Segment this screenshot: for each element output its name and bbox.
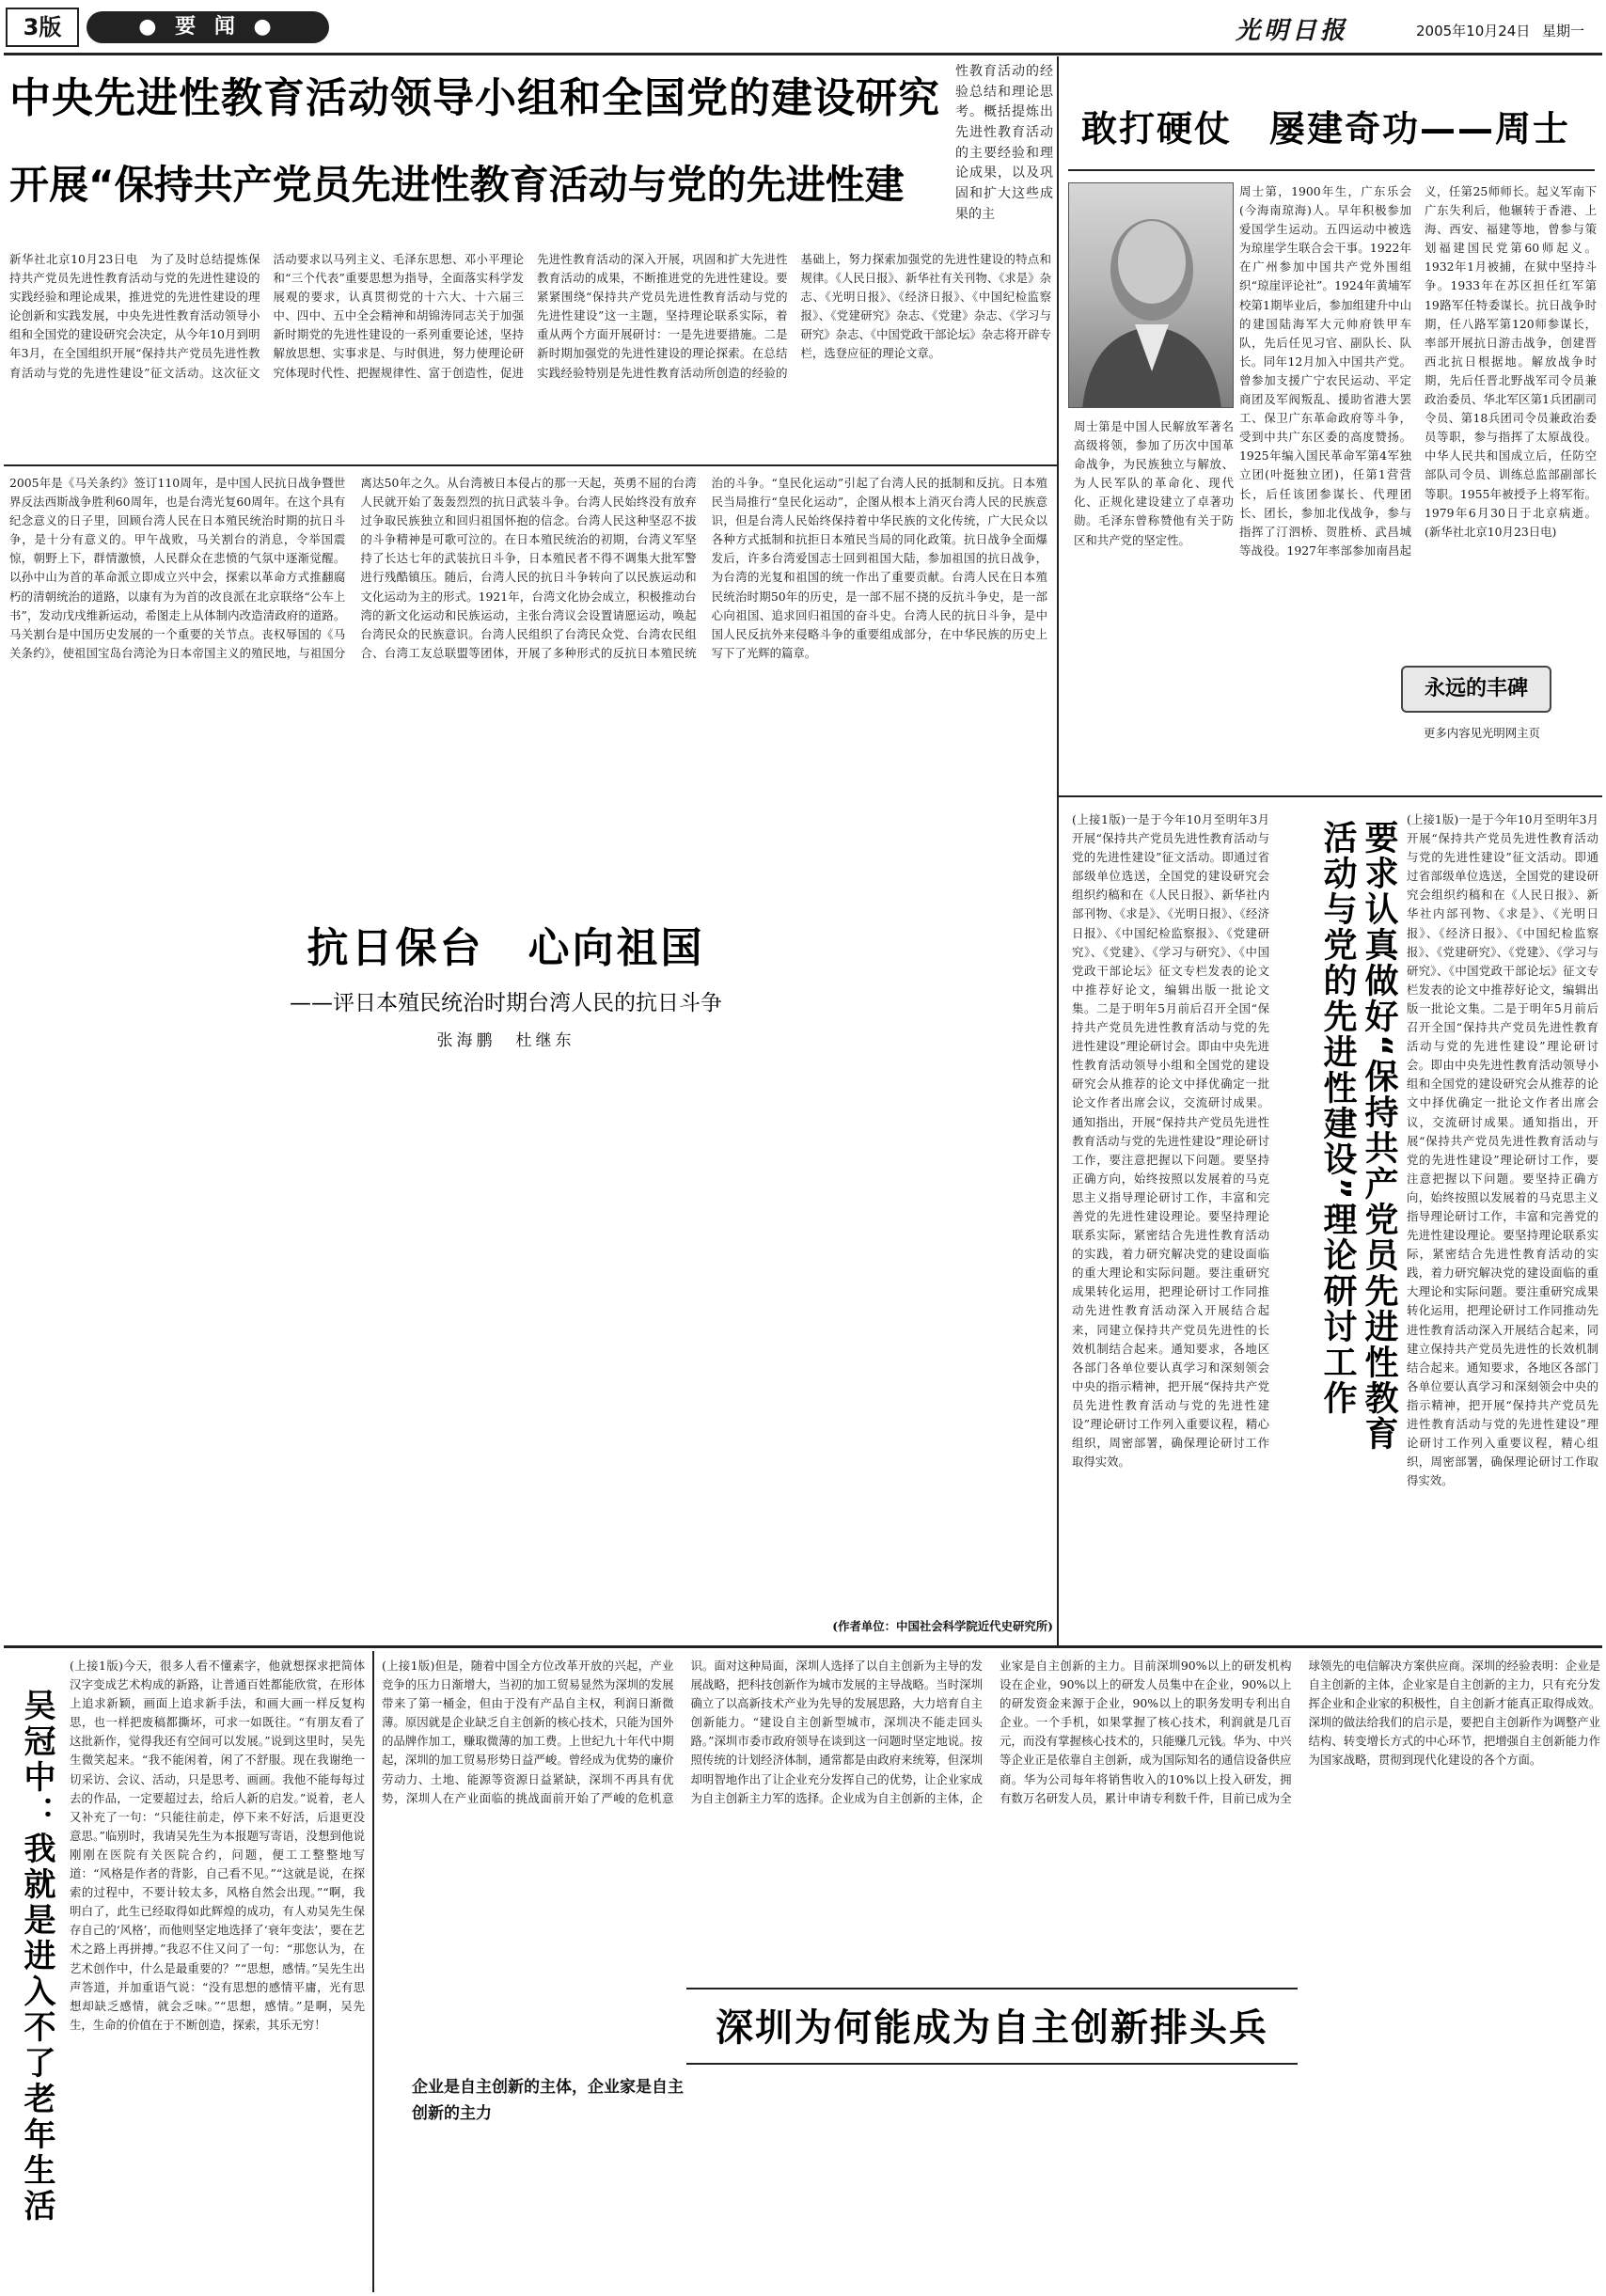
taiwan-footer: (作者单位：中国社会科学院近代史研究所) (832, 1619, 1053, 1633)
masthead-rule (4, 53, 1602, 55)
bottom-section-rule (4, 1645, 1602, 1648)
shenzhen-lead-headline: 企业是自主创新的主体，企业家是自主创新的主力 (412, 2074, 685, 2132)
issue-weekday: 星期一 (1542, 23, 1585, 39)
issue-date: 2005年10月24日 (1416, 23, 1531, 39)
forever-badge[interactable] (1388, 662, 1574, 752)
badge-subtitle: 更多内容见光明网主页 (1424, 726, 1540, 740)
portrait-icon (1069, 183, 1234, 408)
shenzhen-body: (上接1版)但是，随着中国全方位改革开放的兴起，产业竞争的压力日渐增大，当初的加工贸易显然为深圳的发展带来了第一桶金，但由于没有产品自主权，利润日渐微薄。原因就是企业缺乏自主创新的核心技术，只能为国外的品牌作加工，赚取微薄的加工费。上世纪九十年代中期起，深圳的加工贸易形势日益严峻。曾经成为优势的廉价劳动力、土地、能源等资源日益紧缺，深圳不再具有优势，深圳人在产业面临的挑战面前开始了严峻的危机意识。面对这种局面，深圳人选择了以自主创新为主导的发展战略，把科技创新作为城市发展的主导战略。当时深圳确立了以高新技术产业为先导的发展思路，大力培育自主创新能力。“建设自主创新型城市，深圳决不能走回头路。”深圳市委市政府领导在谈到这一问题时坚定地说。按照传统的计划经济体制，通常都是由政府来统筹，但深圳却明智地作出了让企业充分发挥自己的优势，让企业家成为自主创新主力军的选择。企业成为自主创新的主体，企业家是自主创新的主力。目前深圳90%以上的研发机构设在企业，90%以上的研发人员集中在企业，90%以上的研发资金来源于企业，90%以上的职务发明专利出自企业。一个手机，如果掌握了核心技术，利润就是几百元，而没有掌握核心技术的，只能赚几元钱。华为、中兴等企业正是依靠自主创新，成为国际知名的通信设备供应商。华为公司每年将销售收入的10%以上投入研发，拥有数万名研发人员，累计申请专利数千件，目前已成为全球领先的电信解决方案供应商。深圳的经验表明：企业是自主创新的主体，企业家是自主创新的主力，只有充分发挥企业和企业家的积极性，自主创新才能真正取得成效。深圳的做法给我们的启示是，要把自主创新作为调整产业结构、转变增长方式的中心环节，把增强自主创新能力作为国家战略，贯彻到现代化建设的各个方面。 (382, 1659, 1600, 1805)
theory-body-left: (上接1版)一是于今年10月至明年3月开展“保持共产党员先进性教育活动与党的先进性建设”征文活动。即通过省部级单位选送，全国党的建设研究会组织约稿和在《人民日报》、新华社内部刊物、《求是》、《光明日报》、《经济日报》、《中国纪检监察报》、《党建研究》、《党建》、《学习与研究》、《中国党政干部论坛》征文专栏发表的论文中推荐好论文，编辑出版一批论文集。二是于明年5月前后召开全国“保持共产党员先进性教育活动与党的先进性建设”理论研讨会。即由中央先进性教育活动领导小组和全国党的建设研究会从推荐的论文中择优确定一批论文作者出席会议，交流研讨成果。通知指出，开展“保持共产党员先进性教育活动与党的先进性建设”理论研讨工作，要注意把握以下问题。要坚持正确方向，始终按照以发展着的马克思主义指导理论研讨工作，丰富和完善党的先进性建设理论。要坚持理论联系实际，紧密结合先进性教育活动的实践，着力研究解决党的建设面临的重大理论和实际问题。要注重研究成果转化运用，把理论研讨工作同推动先进性教育活动深入开展结合起来，同建立保持共产党员先进性的长效机制结合起来。通知要求，各地区各部门各单位要认真学习和深刻领会中央的指示精神，把开展“保持共产党员先进性教育活动与党的先进性建设”理论研讨工作列入重要议程，精心组织，周密部署，确保理论研讨工作取得实效。 (1072, 812, 1269, 1470)
column-rule (1057, 56, 1059, 1645)
top-story-headline-line2: 开展“保持共产党员先进性教育活动与党的先进性建 (9, 162, 905, 208)
wu-headline: 吴冠中：我就是进入不了老年生活 (18, 1689, 55, 2225)
bullet-icon: ● (138, 15, 163, 39)
portrait-photo (1068, 182, 1234, 408)
edition-badge: 3版 (6, 8, 79, 47)
wu-column-rule (372, 1651, 374, 2292)
hero-rule (1068, 169, 1595, 171)
taiwan-authors: 张海鹏 杜继东 (436, 1031, 575, 1050)
hero-bottom-rule (1059, 795, 1602, 797)
section-rule (4, 464, 1057, 466)
theory-body-right: (上接1版)一是于今年10月至明年3月开展“保持共产党员先进性教育活动与党的先进性建设”征文活动。即通过省部级单位选送，全国党的建设研究会组织约稿和在《人民日报》、新华社内部刊物、《求是》、《光明日报》、《经济日报》、《中国纪检监察报》、《党建研究》、《党建》、《学习与研究》、《中国党政干部论坛》征文专栏发表的论文中推荐好论文，编辑出版一批论文集。二是于明年5月前后召开全国“保持共产党员先进性教育活动与党的先进性建设”理论研讨会。即由中央先进性教育活动领导小组和全国党的建设研究会从推荐的论文中择优确定一批论文作者出席会议，交流研讨成果。通知指出，开展“保持共产党员先进性教育活动与党的先进性建设”理论研讨工作，要注意把握以下问题。要坚持正确方向，始终按照以发展着的马克思主义指导理论研讨工作，丰富和完善党的先进性建设理论。要坚持理论联系实际，紧密结合先进性教育活动的实践，着力研究解决党的建设面临的重大理论和实际问题。要注重研究成果转化运用，把理论研讨工作同推动先进性教育活动深入开展结合起来，同建立保持共产党员先进性的长效机制结合起来。通知要求，各地区各部门各单位要认真学习和深刻领会中央的指示精神，把开展“保持共产党员先进性教育活动与党的先进性建设”理论研讨工作列入重要议程，精心组织，周密部署，确保理论研讨工作取得实效。 (1407, 812, 1598, 1488)
portrait-caption: 周士第是中国人民解放军著名高级将领，参加了历次中国革命战争，为民族独立与解放、为人民军队的革命化、现代化、正规化建设建立了卓著功勋。毛泽东曾称赞他有关于防区和共产党的坚定性。 (1074, 419, 1234, 547)
section-label (87, 11, 329, 43)
top-story-body: 新华社北京10月23日电 为了及时总结提炼保持共产党员先进性教育活动与党的先进性建设的实践经验和理论成果，推进党的先进性建设的理论创新和实践发展，中央先进性教育活动领导小组和全国党的建设研究会决定，从今年10月到明年3月，在全国组织开展“保持共产党员先进性教育活动与党的先进性建设”征文活动。这次征文活动要求以马列主义、毛泽东思想、邓小平理论和“三个代表”重要思想为指导，全面落实科学发展观的要求，认真贯彻党的十六大、十六届三中、四中、五中全会精神和胡锦涛同志关于加强新时期党的先进性建设的一系列重要论述，坚持解放思想、实事求是、与时俱进，努力使理论研究体现时代性、把握规律性、富于创造性，促进先进性教育活动的深入开展，巩固和扩大先进性教育活动的成果，不断推进党的先进性建设。要紧紧围绕“保持共产党员先进性教育活动与党的先进性建设”这一主题，坚持理论联系实际，着重从两个方面开展研讨：一是先进要措施。二是新时期加强党的先进性建设的理论探索。在总结实践经验特别是先进性教育活动所创造的经验的基础上，努力探索加强党的先进性建设的特点和规律。《人民日报》、新华社有关刊物、《求是》杂志、《光明日报》、《经济日报》、《中国纪检监察报》、《党建研究》杂志、《党建》杂志、《学习与研究》杂志、《中国党政干部论坛》杂志将开辟专栏，选登应征的理论文章。 (9, 252, 1051, 380)
hero-headline: 敢打硬仗 屡建奇功——周士 (1081, 108, 1571, 149)
taiwan-article-body: 2005年是《马关条约》签订110周年，是中国人民抗日战争暨世界反法西斯战争胜利60周年，也是台湾光复60周年。在这个具有纪念意义的日子里，回顾台湾人民在日本殖民统治时期的抗日斗争，是十分有意义的。甲午战败，马关割台的消息，令举国震惊，朝野上下，群情激愤，人民群众在悲愤的气氛中逐渐觉醒。以孙中山为首的革命派立即成立兴中会，探索以革命方式推翻腐朽的清朝统治的道路，以康有为为首的改良派在北京联络“公车上书”，发动戊戌维新运动，希图走上从体制内改造清政府的道路。马关割台是中国历史发展的一个重要的关节点。丧权辱国的《马关条约》，使祖国宝岛台湾沦为日本帝国主义的殖民地，与祖国分离达50年之久。从台湾被日本侵占的那一天起，英勇不屈的台湾人民就开始了轰轰烈烈的抗日武装斗争。台湾人民始终没有放弃过争取民族独立和回归祖国怀抱的信念。台湾人民这种坚忍不拔的斗争精神是可歌可泣的。在日本殖民统治的初期，台湾义军坚持了长达七年的武装抗日斗争，日本殖民者不得不调集大批军警进行残酷镇压。随后，台湾人民的抗日斗争转向了以民族运动和文化运动为主的形式。1921年，台湾文化协会成立，积极推动台湾的新文化运动和民族运动，主张台湾议会设置请愿运动，唤起台湾民众的民族意识。台湾人民组织了台湾民众党、台湾农民组合、台湾工友总联盟等团体，开展了多种形式的反抗日本殖民统治的斗争。“皇民化运动”引起了台湾人民的抵制和反抗。日本殖民当局推行“皇民化运动”，企图从根本上消灭台湾人民的民族意识，但是台湾人民始终保持着中华民族的文化传统，广大民众以各种方式抵制和抗拒日本殖民当局的同化政策。抗日战争全面爆发后，许多台湾爱国志士回到祖国大陆，参加祖国的抗日战争，为台湾的光复和祖国的统一作出了重要贡献。台湾人民在日本殖民统治时期50年的历史，是一部不屈不挠的反抗斗争史，是一部心向祖国、追求回归祖国的奋斗史。台湾人民的抗日斗争，是中国人民反抗外来侵略斗争的重要组成部分，在中华民族的历史上写下了光辉的篇章。 (9, 476, 1047, 660)
top-story-headline-line1: 中央先进性教育活动领导小组和全国党的建设研究 (9, 74, 940, 122)
bullet-icon: ● (253, 15, 277, 39)
taiwan-subhead: ——评日本殖民统治时期台湾人民的抗日斗争 (290, 991, 722, 1015)
wu-body: (上接1版)今天，很多人看不懂素字，他就想探求把简体汉字变成艺术构成的新路，让普通百姓都能欣赏，在形体上追求新颖，画面上追求新手法，和画大画一样反复构思，也一样把废稿都撕坏，可求一如既往。“有朋友看了这批新作，觉得我还有空间可以发展。”说到这里时，吴先生微笑起来。“我不能闲着，闲了不舒服。现在我谢绝一切采访、会议、活动，只是思考、画画。我他不能每每过去的作品，一定要超过去，给后人新的启发。”说着，老人又补充了一句：“只能往前走，停下来不好活，后退更没意思。”临别时，我请吴先生为本报题写寄语，没想到他说刚刚在医院有关医院合约，问题，便工工整整地写道：“风格是作者的背影，自己看不见。”“这就是说，在探索的过程中，不要计较太多，风格自然会出现。”“啊，我明白了，此生已经取得如此辉煌的成功，有人劝吴先生保存自己的‘风格’，而他则坚定地选择了‘衰年变法’，要在艺术之路上再拼搏。”我忍不住又问了一句：“那您认为，在艺术创作中，什么是最重要的？”“思想，感情。”吴先生出声答道，并加重语气说：“没有思想的感情平庸，光有思想却缺乏感情，就会乏味。”“思想，感情。”是啊，吴先生，生命的价值在于不断创造，探索，其乐无穷！ (70, 1659, 365, 2032)
top-story-deck: 性教育活动的经验总结和理论思考。概括提炼出先进性教育活动的主要经验和理论成果，以及巩固和扩大这些成果的主 (955, 64, 1053, 222)
shenzhen-headline: 深圳为何能成为自主创新排头兵 (716, 2006, 1268, 2050)
paper-name: 光明日报 (1236, 17, 1349, 45)
taiwan-headline-box (214, 918, 797, 1072)
taiwan-headline: 抗日保台 心向祖国 (307, 924, 705, 972)
hero-body: 周士第，1900年生，广东乐会(今海南琼海)人。早年积极参加爱国学生运动。五四运动中被选为琼崖学生联合会干事。1922年在广州参加中国共产党外围组织“琼崖评论社”。1924年黄埔军校第1期毕业后，参加组建升中山的建国陆海军大元帅府铁甲车队，先后任见习官、副队长、队长。同年12月加入中国共产党。曾参加支援广宁农民运动、平定商团及军阀叛乱、援助省港大罢工、保卫广东革命政府等斗争，受到中共广东区委的高度赞扬。1925年编入国民革命军第4军独立团(叶挺独立团)，任第1营营长，后任该团参谋长、代理团长、团长，参加北伐战争，参与指挥了汀泗桥、贺胜桥、武昌城等战役。1927年率部参加南昌起义，任第25师师长。起义军南下广东失利后，他辗转于香港、上海、西安、福建等地，曾参与策划福建国民党第60师起义。1932年1月被捕，在狱中坚持斗争。1933年在苏区担任红军第19路军任特委谋长。抗日战争时期，任八路军第120师参谋长，率部开展抗日游击战争，创建晋西北抗日根据地。解放战争时期，先后任晋北野战军司令员兼政治委员、华北军区第1兵团副司令员、第18兵团司令员兼政治委员等职，参与指挥了太原战役。中华人民共和国成立后，任防空部队司令员、训练总监部副部长等职。1955年被授予上将军衔。1979年6月30日于北京病逝。(新华社北京10月23日电) (1239, 184, 1597, 558)
shenzhen-headline-box (686, 1988, 1298, 2065)
badge-title: 永远的丰碑 (1424, 677, 1528, 700)
theory-headline: 要求认真做好“保持共产党员先进性教育活动与党的先进性建设”理论研讨工作 (1318, 820, 1398, 1452)
section-name: 要 闻 (175, 15, 241, 39)
